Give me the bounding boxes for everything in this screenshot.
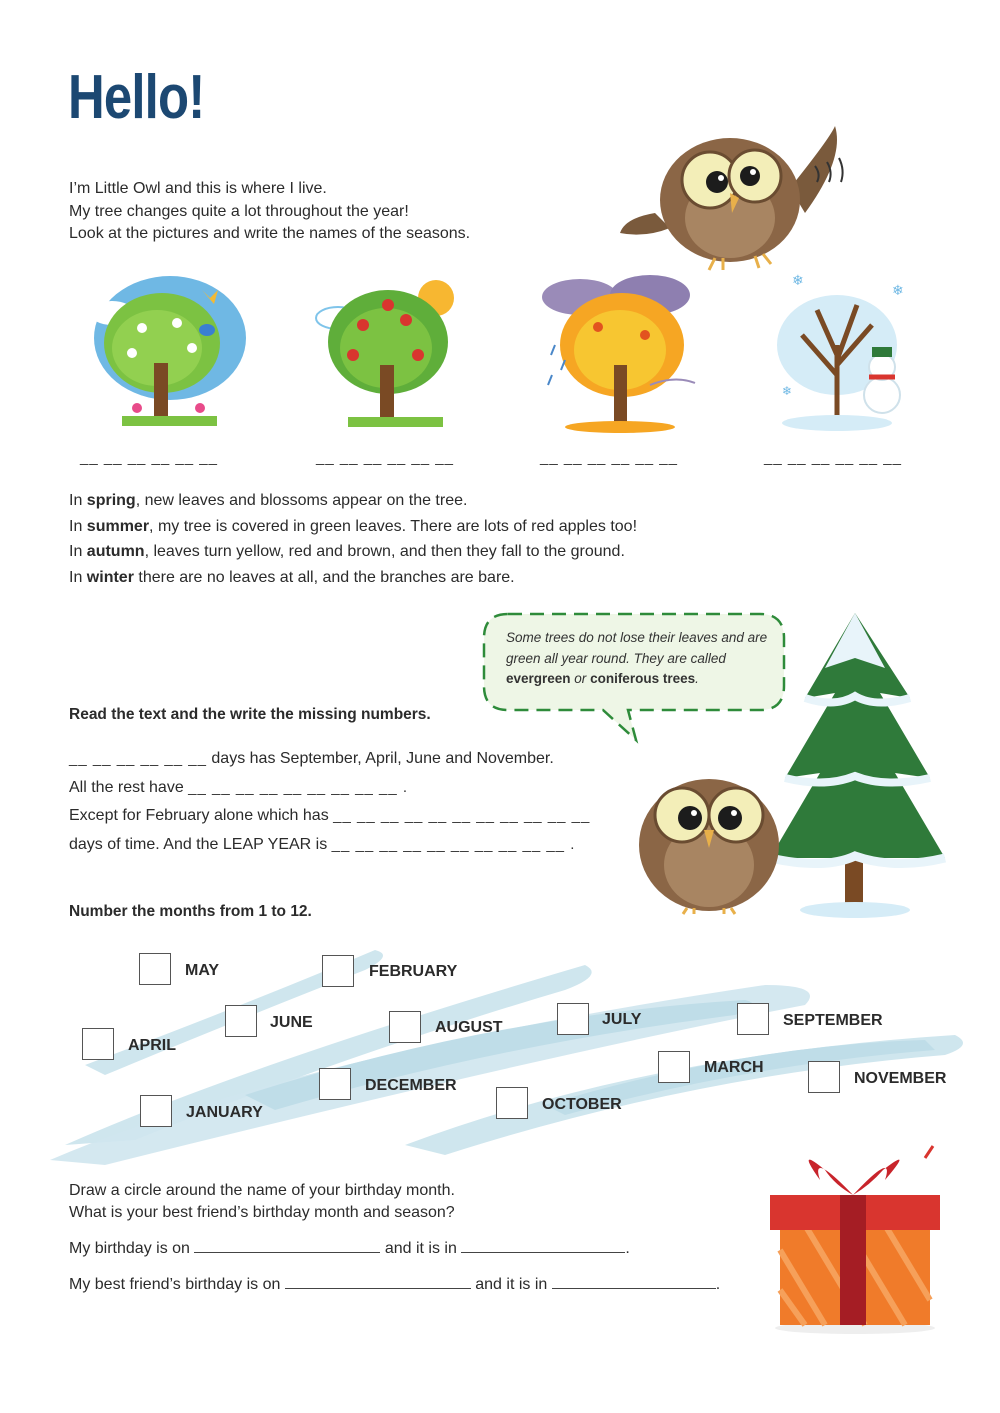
svg-text:❄: ❄: [782, 384, 793, 398]
month-checkbox-march[interactable]: [658, 1051, 690, 1083]
season-answer-blank[interactable]: __ __ __ __ __ __: [316, 449, 454, 466]
month-label-november: NOVEMBER: [854, 1070, 947, 1087]
month-label-october: OCTOBER: [542, 1096, 622, 1113]
birthday-month-blank[interactable]: [194, 1238, 380, 1253]
description-line: In spring, new leaves and blossoms appear on the tree.: [69, 492, 468, 509]
friend-month-blank[interactable]: [285, 1274, 471, 1289]
intro-line: Look at the pictures and write the names of the seasons.: [69, 225, 471, 242]
birthday-season-blank[interactable]: [461, 1238, 625, 1253]
number-blank[interactable]: __ __ __ __ __ __: [69, 750, 207, 767]
number-blank[interactable]: __ __ __ __ __ __ __ __ __ __ __: [333, 807, 591, 825]
month-label-march: MARCH: [704, 1059, 764, 1076]
month-label-february: FEBRUARY: [369, 963, 458, 980]
winter-tree-illustration: [772, 265, 922, 435]
description-line: In winter there are no leaves at all, and the branches are bare.: [69, 568, 515, 586]
instruction-line: Draw a circle around the name of your birthday month.: [69, 1182, 455, 1199]
evergreen-tree-illustration: [765, 608, 960, 920]
autumn-tree-illustration: [540, 265, 700, 435]
rhyme-line: All the rest have __ __ __ __ __ __ __ __ __ .: [69, 778, 409, 796]
bubble-text: Some trees do not lose their leaves and are green all year round. They are called evergreen or coniferous trees.: [506, 630, 768, 686]
description-line: In autumn, leaves turn yellow, red and brown, and then they fall to the ground.: [69, 543, 625, 560]
month-checkbox-august[interactable]: [389, 1011, 421, 1043]
month-checkbox-april[interactable]: [82, 1028, 114, 1060]
month-checkbox-july[interactable]: [557, 1003, 589, 1035]
paint-strokes-background: [45, 945, 970, 1170]
season-answer-blank[interactable]: __ __ __ __ __ __: [540, 449, 678, 466]
rhyme-line: days of time. And the LEAP YEAR is __ __ __ __ __ __ __ __ __ __ .: [69, 836, 576, 854]
month-label-december: DECEMBER: [365, 1077, 457, 1094]
month-label-september: SEPTEMBER: [783, 1012, 883, 1029]
month-label-june: JUNE: [270, 1014, 313, 1031]
svg-text:❄: ❄: [892, 282, 904, 298]
number-blank[interactable]: __ __ __ __ __ __ __ __ __ .: [188, 778, 409, 796]
gift-box-illustration: [765, 1140, 945, 1335]
month-checkbox-may[interactable]: [139, 953, 171, 985]
friend-season-blank[interactable]: [552, 1274, 716, 1289]
read-text-heading: Read the text and the write the missing numbers.: [69, 706, 431, 723]
month-checkbox-june[interactable]: [225, 1005, 257, 1037]
season-answer-blank[interactable]: __ __ __ __ __ __: [764, 449, 902, 466]
instruction-line: What is your best friend’s birthday month and season?: [69, 1204, 455, 1221]
month-label-august: AUGUST: [435, 1019, 503, 1036]
month-checkbox-january[interactable]: [140, 1095, 172, 1127]
month-checkbox-september[interactable]: [737, 1003, 769, 1035]
description-line: In summer, my tree is covered in green leaves. There are lots of red apples too!: [69, 517, 638, 535]
birthday-sentence: My birthday is on and it is in .: [69, 1240, 630, 1257]
month-checkbox-december[interactable]: [319, 1068, 351, 1100]
svg-text:❄: ❄: [792, 272, 804, 288]
summer-tree-illustration: [308, 270, 468, 433]
number-blank[interactable]: __ __ __ __ __ __ __ __ __ __ .: [331, 836, 576, 854]
months-rhyme: [69, 745, 590, 860]
month-checkbox-october[interactable]: [496, 1087, 528, 1119]
closing-instructions: [69, 1180, 455, 1224]
number-months-heading: Number the months from 1 to 12.: [69, 903, 312, 920]
month-label-january: JANUARY: [186, 1104, 263, 1121]
spring-tree-illustration: [82, 268, 250, 433]
month-checkbox-february[interactable]: [322, 955, 354, 987]
flying-owl-illustration: [615, 118, 860, 278]
month-label-april: APRIL: [128, 1037, 176, 1054]
season-answer-blank[interactable]: __ __ __ __ __ __: [80, 449, 218, 466]
page-title: Hello!: [68, 63, 205, 132]
month-label-july: JULY: [602, 1011, 642, 1028]
friend-birthday-sentence: My best friend’s birthday is on and it is in .: [69, 1276, 721, 1293]
intro-line: My tree changes quite a lot throughout the year!: [69, 202, 409, 220]
rhyme-line: Except for February alone which has __ __ __ __ __ __ __ __ __ __ __: [69, 807, 591, 825]
rhyme-line: __ __ __ __ __ __ days has September, April, June and November.: [69, 750, 554, 767]
sitting-owl-illustration: [632, 760, 787, 915]
season-descriptions: [69, 488, 637, 590]
intro-text: [69, 178, 470, 246]
intro-line: I’m Little Owl and this is where I live.: [69, 180, 327, 197]
month-label-may: MAY: [185, 962, 220, 979]
month-checkbox-november[interactable]: [808, 1061, 840, 1093]
